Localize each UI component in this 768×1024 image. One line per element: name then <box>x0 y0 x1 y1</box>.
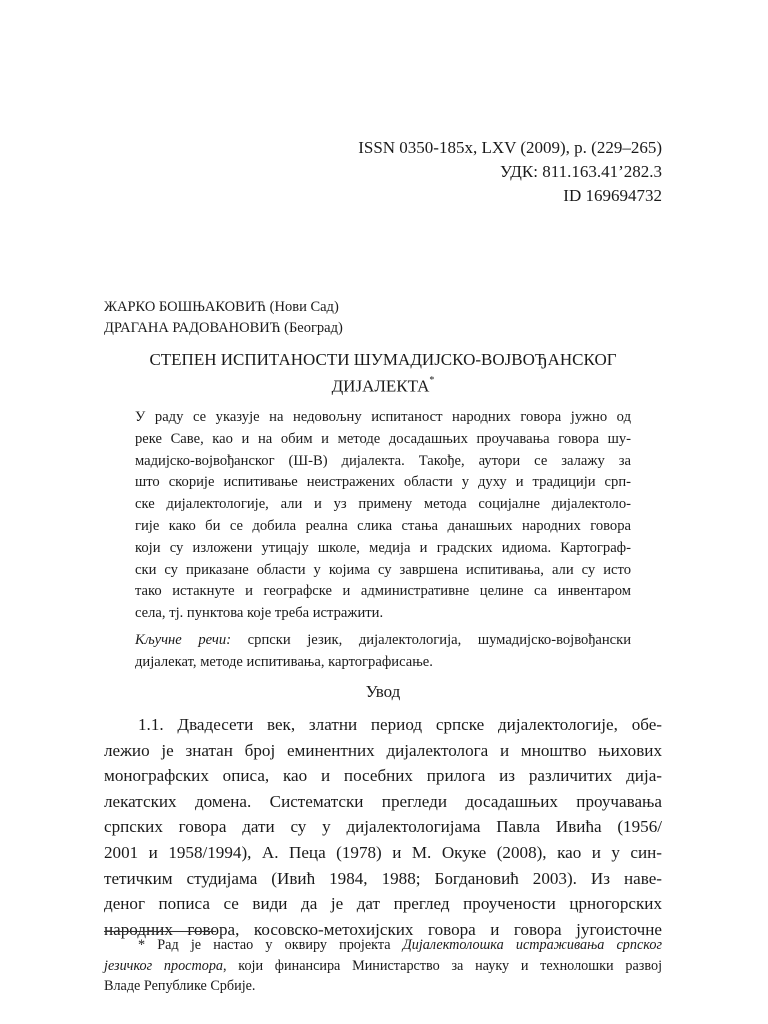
body-line: српских говора дати су у дијалектологијама Павла Ивића (1956/ <box>104 817 662 837</box>
keywords-label: Кључне речи: <box>135 631 232 648</box>
footnote-marker: * Рад је настао у оквиру пројекта <box>138 937 391 953</box>
abstract-line: што скорије испитивање неистражених области у духу и традицији срп- <box>135 474 631 491</box>
body-line: 1.1. Двадесети век, златни период српске дијалектологије, обе- <box>138 715 662 734</box>
abstract <box>135 407 631 674</box>
footnote-line-2 <box>104 956 662 977</box>
body-line: лекатских домена. Систематски прегледи досадашњих проучавања <box>104 791 662 811</box>
issn-line: ISSN 0350-185x, LXV (2009), p. (229–265) <box>358 138 662 157</box>
body-line: монографских описа, као и посебних прилога из различитих дија- <box>104 766 662 786</box>
footnote-project-title-b: језичког простора <box>104 957 224 974</box>
title-line-2-text: ДИЈАЛЕКТА <box>331 376 430 396</box>
abstract-line: мадијско-војвођанског (Ш-В) дијалекта. Такође, аутори се залажу за <box>135 452 631 469</box>
keywords-line-1 <box>135 630 631 652</box>
abstract-line: ске дијалектологије, али и уз примену метода социјалне дијалектоло- <box>135 496 631 513</box>
body-line: лежио је знатан број еминентних дијалектолога и мноштво њихових <box>104 740 662 760</box>
author-list <box>104 297 343 339</box>
footnote-text-after: , који финансира Министарство за науку и технолошки развој <box>223 957 663 974</box>
footnote-project-title-a: Дијалектолошка истраживања српског <box>402 937 662 953</box>
footnote-divider <box>104 931 216 932</box>
keywords-line-2: дијалекат, методе испитивања, картографисање. <box>135 653 433 670</box>
body-line: 2001 и 1958/1994), А. Пеца (1978) и М. Окуке (2008), као и у син- <box>104 842 662 862</box>
publication-metadata <box>358 136 662 208</box>
author-1: ЖАРКО БОШЊАКОВИЋ (Нови Сад) <box>104 299 339 315</box>
abstract-line: села, тј. пунктова које треба истражити. <box>135 605 384 622</box>
abstract-line: тако истакнуте и географске и административне целине са инвентаром <box>135 583 631 600</box>
abstract-line: У раду се указује на недовољну испитаност народних говора јужно од <box>135 409 631 425</box>
footnote-line-1 <box>104 935 662 956</box>
udk-line: УДК: 811.163.41’282.3 <box>499 162 662 181</box>
body-line: народних говора, косовско-метохијских говора и говора југоисточне <box>104 919 662 939</box>
body-text <box>104 712 662 942</box>
abstract-line: реке Саве, као и на обим и методе досадашњих проучавања говора шу- <box>135 430 631 447</box>
footnote-line-3: Владе Републике Србије. <box>104 978 256 994</box>
body-line: деног пописа се види да је дат преглед проучености црногорских <box>104 894 662 914</box>
section-heading: Увод <box>365 682 401 701</box>
abstract-line: који су изложени утицају школе, медија и градских идиома. Картограф- <box>135 539 631 556</box>
abstract-line: ски су приказане области у којима су завршена испитивања, али су исто <box>135 561 631 578</box>
author-2: ДРАГАНА РАДОВАНОВИЋ (Београд) <box>104 320 343 336</box>
footnote <box>104 935 662 997</box>
title-line-2 <box>104 371 662 398</box>
title-line-1: СТЕПЕН ИСПИТАНОСТИ ШУМАДИЈСКО-ВОЈВОЂАНСКОГ <box>149 350 617 369</box>
body-line: тетичким студијама (Ивић 1984, 1988; Богдановић 2003). Из наве- <box>104 868 662 888</box>
title-footnote-mark: * <box>429 375 435 386</box>
id-line: ID 169694732 <box>563 186 662 205</box>
keywords-text-1: српски језик, дијалектологија, шумадијско-војвођански <box>247 631 632 648</box>
abstract-line: гије како би се добила реална слика стања данашњих народних говора <box>135 517 631 534</box>
article-title <box>104 348 662 398</box>
